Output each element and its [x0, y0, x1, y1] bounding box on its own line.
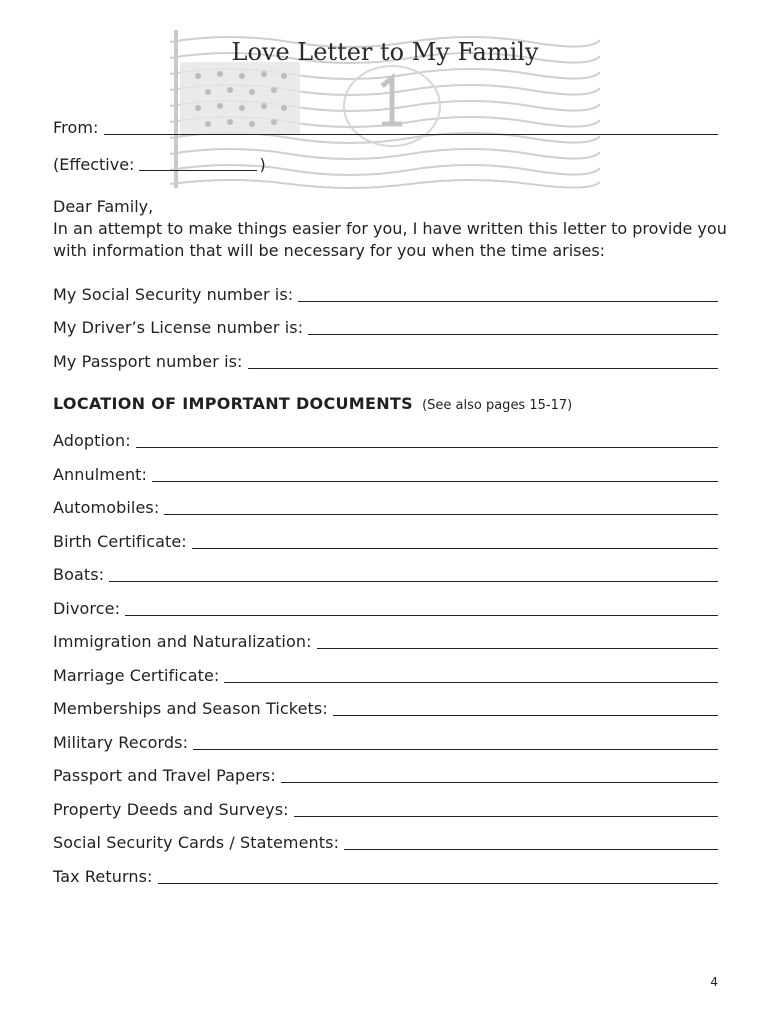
from-input-line[interactable]: [104, 134, 718, 135]
field-label: Marriage Certificate:: [53, 666, 220, 685]
field-input-line[interactable]: [224, 682, 718, 683]
field-label: Passport and Travel Papers:: [53, 766, 276, 785]
doc-field-adoption: [53, 425, 718, 451]
field-label: Birth Certificate:: [53, 532, 187, 551]
field-label: Social Security Cards / Statements:: [53, 833, 340, 852]
field-label: Annulment:: [53, 465, 148, 484]
section-title: LOCATION OF IMPORTANT DOCUMENTS: [53, 394, 413, 413]
page-title: Love Letter to My Family: [231, 38, 539, 66]
effective-close: ): [259, 155, 266, 174]
doc-field-boats: [53, 559, 718, 585]
field-input-line[interactable]: [308, 334, 718, 335]
field-input-line[interactable]: [294, 816, 718, 817]
field-label: Boats:: [53, 565, 105, 584]
effective-label: (Effective:: [53, 155, 135, 174]
field-input-line[interactable]: [281, 782, 718, 783]
intro-paragraph: In an attempt to make things easier for you, I have written this letter to provide you with information that will be necessary for you when the time arises:: [53, 219, 727, 260]
field-label: Immigration and Naturalization:: [53, 632, 312, 651]
effective-input-line[interactable]: [139, 170, 257, 171]
page-number: 4: [710, 975, 718, 989]
field-input-line[interactable]: [333, 715, 718, 716]
id-field-drivers-license: [53, 312, 718, 338]
field-input-line[interactable]: [125, 615, 718, 616]
field-input-line[interactable]: [248, 368, 718, 369]
field-label: My Driver’s License number is:: [53, 318, 304, 337]
field-label: Automobiles:: [53, 498, 160, 517]
doc-field-memberships: [53, 693, 718, 719]
field-input-line[interactable]: [192, 548, 718, 549]
field-input-line[interactable]: [109, 581, 718, 582]
doc-field-birth-certificate: [53, 526, 718, 552]
doc-field-passport-travel: [53, 760, 718, 786]
effective-field: [53, 150, 266, 174]
id-field-passport: [53, 346, 718, 372]
doc-field-tax-returns: [53, 861, 718, 887]
doc-field-annulment: [53, 459, 718, 485]
field-input-line[interactable]: [298, 301, 718, 302]
doc-field-social-security-cards: [53, 827, 718, 853]
field-label: Property Deeds and Surveys:: [53, 800, 289, 819]
from-field: [53, 112, 718, 138]
field-input-line[interactable]: [317, 648, 718, 649]
field-label: Adoption:: [53, 431, 131, 450]
field-input-line[interactable]: [152, 481, 718, 482]
field-input-line[interactable]: [164, 514, 718, 515]
field-label: Divorce:: [53, 599, 121, 618]
doc-field-marriage-certificate: [53, 660, 718, 686]
doc-field-military-records: [53, 727, 718, 753]
field-input-line[interactable]: [158, 883, 718, 884]
field-input-line[interactable]: [136, 447, 718, 448]
field-label: My Social Security number is:: [53, 285, 294, 304]
section-note: (See also pages 15-17): [422, 398, 573, 413]
doc-field-immigration: [53, 626, 718, 652]
field-label: Memberships and Season Tickets:: [53, 699, 328, 718]
section-heading: [53, 394, 572, 413]
doc-field-divorce: [53, 593, 718, 619]
doc-field-automobiles: [53, 492, 718, 518]
doc-field-property-deeds: [53, 794, 718, 820]
id-field-social-security: [53, 279, 718, 305]
field-input-line[interactable]: [344, 849, 718, 850]
field-label: My Passport number is:: [53, 352, 243, 371]
from-label: From:: [53, 118, 99, 137]
field-label: Military Records:: [53, 733, 189, 752]
field-input-line[interactable]: [193, 749, 718, 750]
greeting: Dear Family,: [53, 197, 154, 216]
field-label: Tax Returns:: [53, 867, 153, 886]
